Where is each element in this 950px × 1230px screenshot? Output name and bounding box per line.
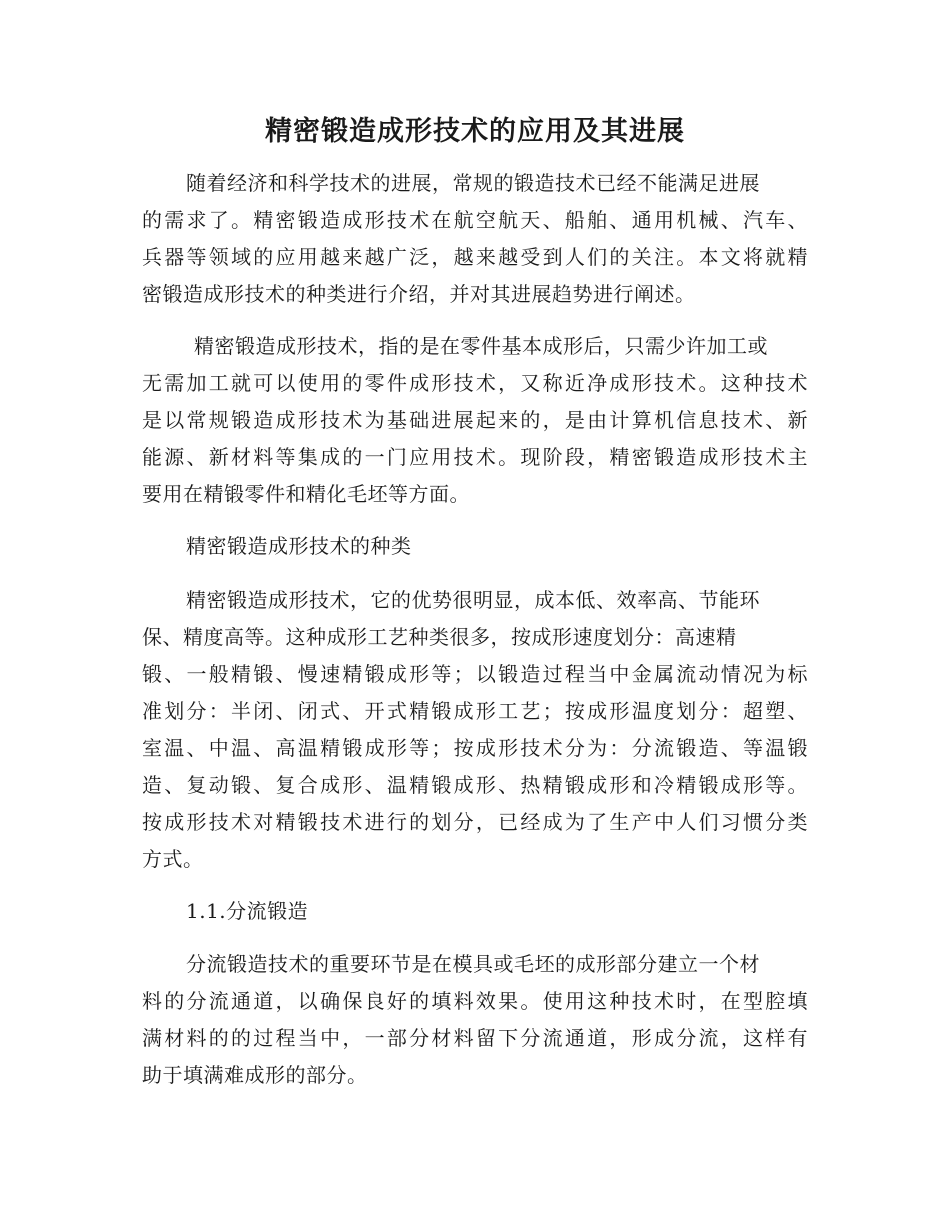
- paragraph-line: 室温、中温、高温精锻成形等；按成形技术分为：分流锻造、等温锻: [142, 736, 808, 760]
- paragraph-line: 按成形技术对精锻技术进行的划分，已经成为了生产中人们习惯分类: [142, 810, 808, 834]
- paragraph-definition: [142, 328, 808, 513]
- paragraph-line: 料的分流通道，以确保良好的填料效果。使用这种技术时，在型腔填: [142, 989, 808, 1013]
- paragraph-line: 无需加工就可以使用的零件成形技术，又称近净成形技术。这种技术: [142, 371, 808, 395]
- paragraph-line: 保、精度高等。这种成形工艺种类很多，按成形速度划分：高速精: [142, 625, 737, 649]
- paragraph-split-forging: [142, 946, 808, 1094]
- paragraph-line: 助于填满难成形的部分。: [142, 1063, 368, 1087]
- paragraph-line: 兵器等领域的应用越来越广泛，越来越受到人们的关注。本文将就精: [142, 245, 808, 269]
- paragraph-line: 锻、一般精锻、慢速精锻成形等；以锻造过程当中金属流动情况为标: [142, 662, 808, 686]
- document-title: 精密锻造成形技术的应用及其进展: [265, 116, 685, 147]
- paragraph-line: 是以常规锻造成形技术为基础进展起来的，是由计算机信息技术、新: [142, 408, 808, 432]
- paragraph-line: 方式。: [142, 847, 204, 871]
- paragraph-types: [142, 582, 808, 878]
- paragraph-line: 造、复动锻、复合成形、温精锻成形、热精锻成形和冷精锻成形等。: [142, 773, 808, 797]
- paragraph-intro: [142, 165, 808, 313]
- paragraph-line: 的需求了。精密锻造成形技术在航空航天、船舶、通用机械、汽车、: [142, 208, 808, 232]
- paragraph-line: 精密锻造成形技术，指的是在零件基本成形后，只需少许加工或: [194, 334, 768, 358]
- paragraph-line: 密锻造成形技术的种类进行介绍，并对其进展趋势进行阐述。: [142, 282, 696, 306]
- paragraph-line: 满材料的的过程当中，一部分材料留下分流通道，形成分流，这样有: [142, 1026, 808, 1050]
- paragraph-line: 要用在精锻零件和精化毛坯等方面。: [142, 482, 470, 506]
- paragraph-line: 随着经济和科学技术的进展，常规的锻造技术已经不能满足进展: [186, 171, 760, 195]
- section-heading: 精密锻造成形技术的种类: [186, 534, 412, 558]
- paragraph-line: 分流锻造技术的重要环节是在模具或毛坯的成形部分建立一个材: [186, 952, 760, 976]
- paragraph-line: 能源、新材料等集成的一门应用技术。现阶段，精密锻造成形技术主: [142, 445, 808, 469]
- paragraph-line: 精密锻造成形技术，它的优势很明显，成本低、效率高、节能环: [186, 588, 760, 612]
- paragraph-line: 准划分：半闭、闭式、开式精锻成形工艺；按成形温度划分：超塑、: [142, 699, 808, 723]
- section-heading-split-forging: [142, 893, 808, 930]
- section-heading-types: [142, 528, 808, 565]
- section-heading: 1.1.分流锻造: [186, 899, 309, 923]
